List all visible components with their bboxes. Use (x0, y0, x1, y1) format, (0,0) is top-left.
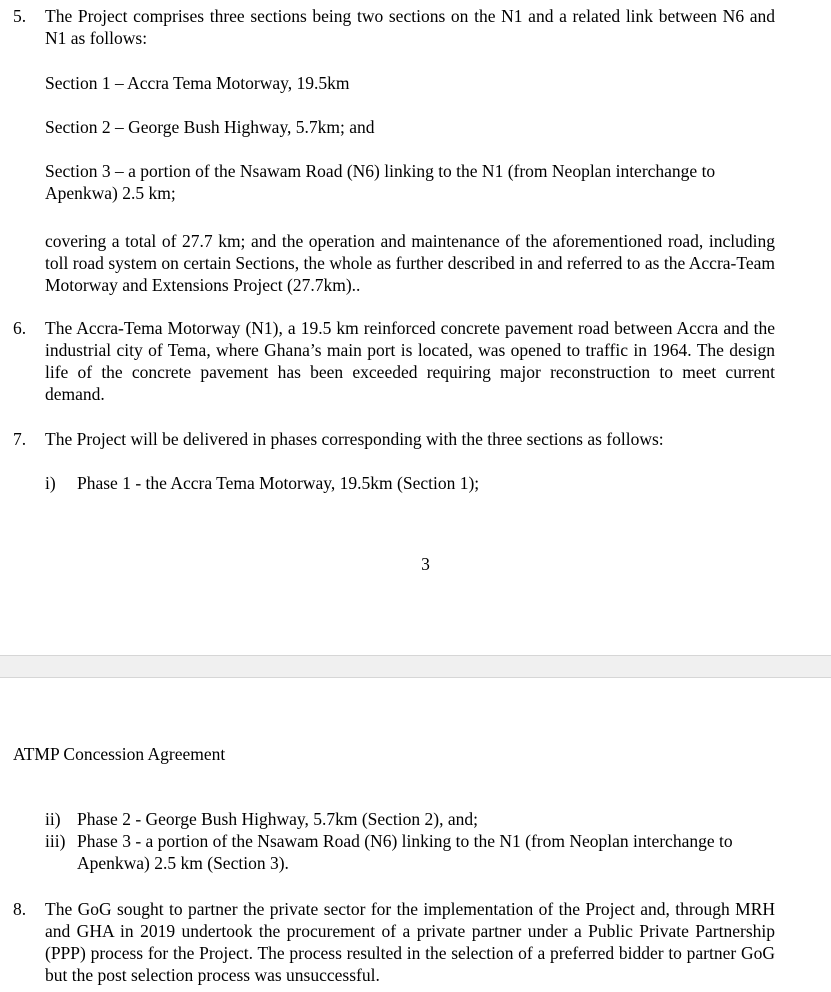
section-3-line: Section 3 – a portion of the Nsawam Road (N6) linking to the N1 (from Neoplan interchange to Apenkwa) 2.5 km; (45, 161, 716, 203)
document-page-4 (0, 678, 831, 992)
paragraph-8-text: The GoG sought to partner the private sector for the implementation of the Project and, through MRH and GHA in 2019 undertook the procurement of a private partner under a Public Private Partnership (PPP) process for the Project. The process resulted in the selection of a preferred bidder to partner GoG but the post selection process was unsuccessful. (45, 899, 775, 985)
section-2-line: Section 2 – George Bush Highway, 5.7km; and (45, 117, 375, 137)
page-number: 3 (421, 554, 430, 574)
paragraph-5-text: The Project comprises three sections being two sections on the N1 and a related link between N6 and N1 as follows: (45, 6, 775, 48)
phase-1-number: i) (45, 473, 56, 493)
paragraph-7-text: The Project will be delivered in phases corresponding with the three sections as follows: (45, 429, 664, 449)
running-header: ATMP Concession Agreement (13, 744, 226, 764)
phase-3-number: iii) (45, 831, 66, 851)
phase-3-text: Phase 3 - a portion of the Nsawam Road (N6) linking to the N1 (from Neoplan interchange to Apenkwa) 2.5 km (Section 3). (77, 831, 733, 873)
phase-2-text: Phase 2 - George Bush Highway, 5.7km (Section 2), and; (77, 809, 478, 829)
phase-1-text: Phase 1 - the Accra Tema Motorway, 19.5km (Section 1); (77, 473, 480, 493)
paragraph-7-number: 7. (13, 429, 27, 449)
page-separator (0, 655, 831, 678)
covering-total-text: covering a total of 27.7 km; and the operation and maintenance of the aforementioned road, including toll road system on certain Sections, the whole as further described in and referred to as the Accra-Team Motorway and Extensions Project (27.7km).. (45, 231, 775, 295)
paragraph-6-number: 6. (13, 318, 27, 338)
paragraph-8-number: 8. (13, 899, 27, 919)
paragraph-5-number: 5. (13, 6, 27, 26)
section-1-line: Section 1 – Accra Tema Motorway, 19.5km (45, 73, 350, 93)
phase-2-number: ii) (45, 809, 61, 829)
paragraph-6-text: The Accra-Tema Motorway (N1), a 19.5 km reinforced concrete pavement road between Accra and the industrial city of Tema, where Ghana’s main port is located, was opened to traffic in 1964. The design life of the concrete pavement has been exceeded requiring major reconstruction to meet current demand. (45, 318, 775, 404)
